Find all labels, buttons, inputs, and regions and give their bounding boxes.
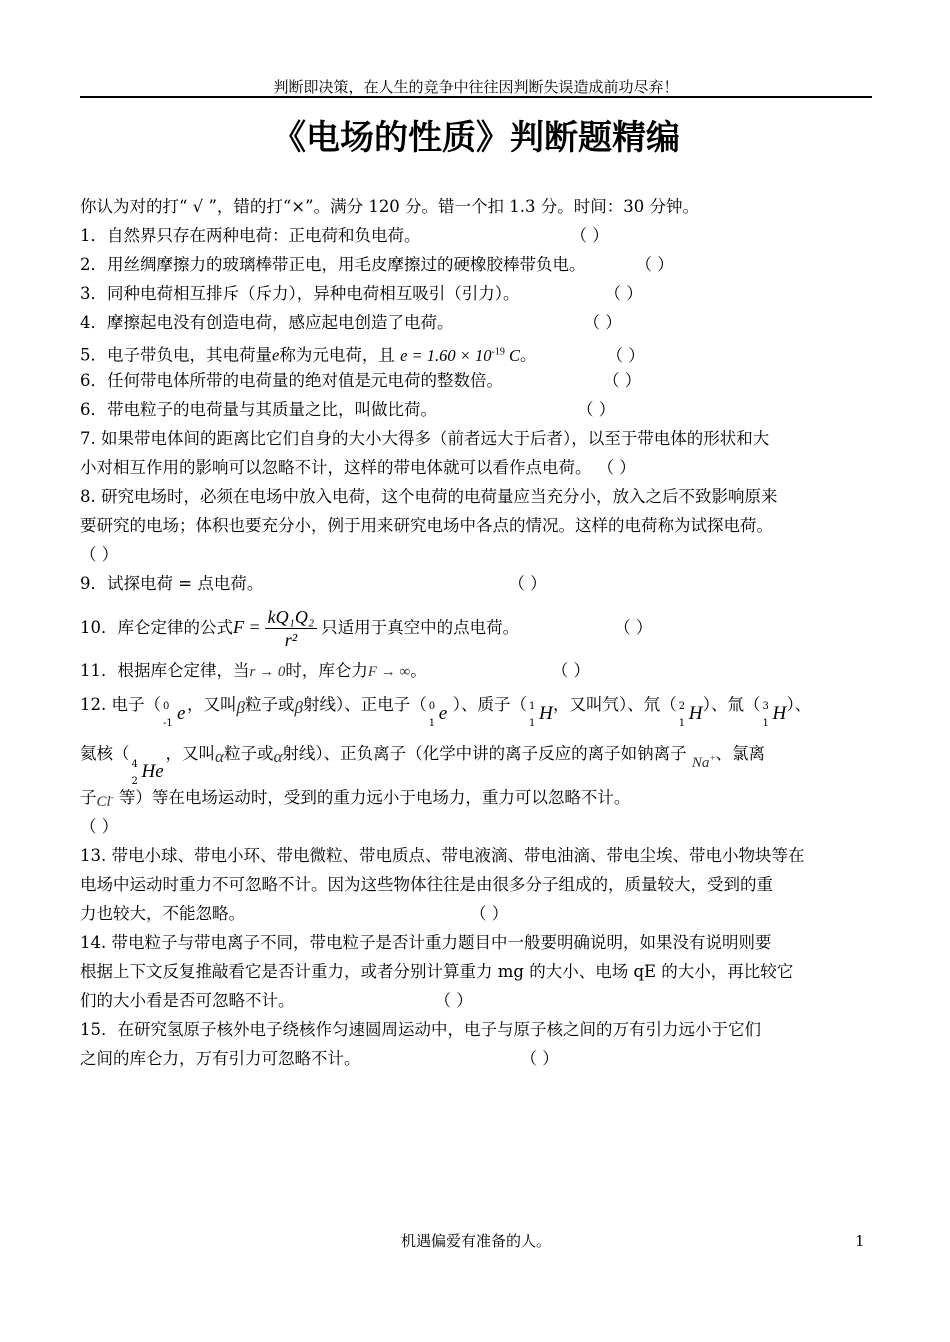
- chloride-ion-symbol: Cl-: [96, 792, 114, 810]
- question-10: 10．库仑定律的公式F = $\frac{\text{kQ₁Q₂}}{\text{r²}}$ 只适用于真空中的点电荷。 （ ）: [80, 598, 872, 656]
- question-9: 9．试探电荷 = 点电荷。 （ ）: [80, 569, 872, 598]
- answer-blank[interactable]: （ ）: [434, 991, 473, 1010]
- answer-blank[interactable]: （ ）: [606, 345, 645, 365]
- question-8-cont: 要研究的电场；体积也要充分小，例于用来研究电场中各点的情况。这样的电荷称为试探电荷。: [80, 516, 773, 535]
- tritium-symbol: 3 1 H: [762, 700, 787, 729]
- answer-blank[interactable]: （ ）: [508, 574, 547, 593]
- sodium-ion-symbol: Na+: [691, 753, 716, 771]
- answer-blank[interactable]: （ ）: [603, 371, 642, 390]
- answer-blank[interactable]: （ ）: [80, 817, 119, 836]
- question-3: 3．同种电荷相互排斥（斥力），异种电荷相互吸引（引力）。 （ ）: [80, 279, 872, 308]
- question-12-cont: 氦核（ 4 2 He ，又叫α粒子或α射线）、正负离子（化学中讲的离子反应的离子如钠离子 Na+、氯离: [80, 725, 872, 783]
- question-6a: 6．任何带电体所带的电荷量的绝对值是元电荷的整数倍。 （ ）: [80, 366, 872, 395]
- question-5: 5．电子带负电，其电荷量e称为元电荷，且 $e = 1.60 \times 10^{-19}$ C。 （ ）: [80, 337, 872, 366]
- page-title: 《电场的性质》判断题精编: [272, 118, 680, 158]
- positron-symbol: 0 1 e: [428, 700, 448, 729]
- answer-blank[interactable]: （ ）: [604, 284, 643, 303]
- beta-symbol: β: [294, 698, 303, 717]
- question-7-cont: 小对相互作用的影响可以忽略不计，这样的带电体就可以看作点电荷。 （ ）: [80, 453, 872, 482]
- answer-blank[interactable]: （ ）: [614, 618, 653, 637]
- question-12-answer: [80, 812, 872, 841]
- question-14-cont: 根据上下文反复推敲看它是否计重力，或者分别计算重力 mg 的大小、电场 qE 的大小，再比较它: [80, 962, 794, 981]
- header-motto: 判断即决策，在人生的竞争中往往因判断失误造成前功尽弃！: [273, 78, 679, 96]
- question-8: 8. 研究电场时，必须在电场中放入电荷，这个电荷的电荷量应当充分小，放入之后不致影响原来: [80, 487, 778, 506]
- answer-blank[interactable]: （ ）: [577, 400, 616, 419]
- answer-blank[interactable]: （ ）: [80, 545, 119, 564]
- helium-nucleus-symbol: 4 2 He: [131, 758, 164, 787]
- question-12: 12. 电子（ 0 -1 e ，又叫β粒子或β射线）、正电子（ 0 1 e ）、质子（ 1 1 H ，又叫氕）、氘（ 2 1 H ）、氚（ 3 1 H ）、: [80, 685, 872, 725]
- question-6b: 6．带电粒子的电荷量与其质量之比，叫做比荷。 （ ）: [80, 395, 872, 424]
- question-13-end: 力也较大，不能忽略。 （ ）: [80, 899, 872, 928]
- answer-blank[interactable]: （ ）: [470, 904, 509, 923]
- question-13-cont: 电场中运动时重力不可忽略不计。因为这些物体往往是由很多分子组成的，质量较大，受到的重: [80, 875, 773, 894]
- answer-blank[interactable]: （ ）: [583, 313, 622, 332]
- question-2: 2．用丝绸摩擦力的玻璃棒带正电，用毛皮摩擦过的硬橡胶棒带负电。 （ ）: [80, 250, 872, 279]
- question-4: 4．摩擦起电没有创造电荷，感应起电创造了电荷。 （ ）: [80, 308, 872, 337]
- answer-blank[interactable]: （ ）: [551, 661, 590, 680]
- answer-blank[interactable]: （ ）: [597, 458, 636, 477]
- coulomb-law-fraction: $\frac{\text{kQ₁Q₂}}{\text{r²}}$: [265, 606, 318, 651]
- answer-blank[interactable]: （ ）: [570, 226, 609, 245]
- beta-symbol: β: [236, 698, 245, 717]
- question-12-end: 子Cl- 等）等在电场运动时，受到的重力远小于电场力，重力可以忽略不计。: [80, 788, 631, 810]
- alpha-symbol: α: [215, 747, 224, 766]
- question-8-answer: [80, 540, 872, 569]
- deuterium-symbol: 2 1 H: [678, 700, 703, 729]
- question-13: 13. 带电小球、带电小环、带电微粒、带电质点、带电液滴、带电油滴、带电尘埃、带电小物块等在: [80, 846, 805, 865]
- page-number: 1: [855, 1232, 865, 1250]
- answer-blank[interactable]: （ ）: [520, 1049, 559, 1068]
- alpha-symbol: α: [273, 747, 283, 766]
- header-divider: [80, 96, 872, 98]
- question-14-end: 们的大小看是否可忽略不计。 （ ）: [80, 986, 872, 1015]
- question-14: 14. 带电粒子与带电离子不同，带电粒子是否计重力题目中一般要明确说明，如果没有说明则要: [80, 933, 772, 952]
- question-7: 7. 如果带电体间的距离比它们自身的大小大得多（前者远大于后者），以至于带电体的形状和大: [80, 429, 770, 448]
- instructions: 你认为对的打“ √ ”，错的打“×”。满分 120 分。错一个扣 1.3 分。时间：30 分钟。: [80, 197, 700, 216]
- question-15-cont: 之间的库仑力，万有引力可忽略不计。 （ ）: [80, 1044, 872, 1073]
- symbol-e: e: [272, 345, 280, 365]
- proton-symbol: 1 1 H: [528, 700, 553, 729]
- electron-symbol: 0 -1 e: [163, 700, 186, 729]
- answer-blank[interactable]: （ ）: [635, 255, 674, 274]
- question-11: 11．根据库仑定律，当r → 0时，库仑力F → ∞。 （ ）: [80, 656, 872, 685]
- question-list: [80, 192, 872, 1073]
- question-15: 15．在研究氢原子核外电子绕核作匀速圆周运动中，电子与原子核之间的万有引力远小于它们: [80, 1020, 761, 1039]
- elementary-charge-formula: $e = 1.60 \times 10^{-19}$ C: [400, 345, 521, 365]
- question-1: 1．自然界只存在两种电荷：正电荷和负电荷。 （ ）: [80, 221, 872, 250]
- footer-motto: 机遇偏爱有准备的人。: [400, 1232, 551, 1250]
